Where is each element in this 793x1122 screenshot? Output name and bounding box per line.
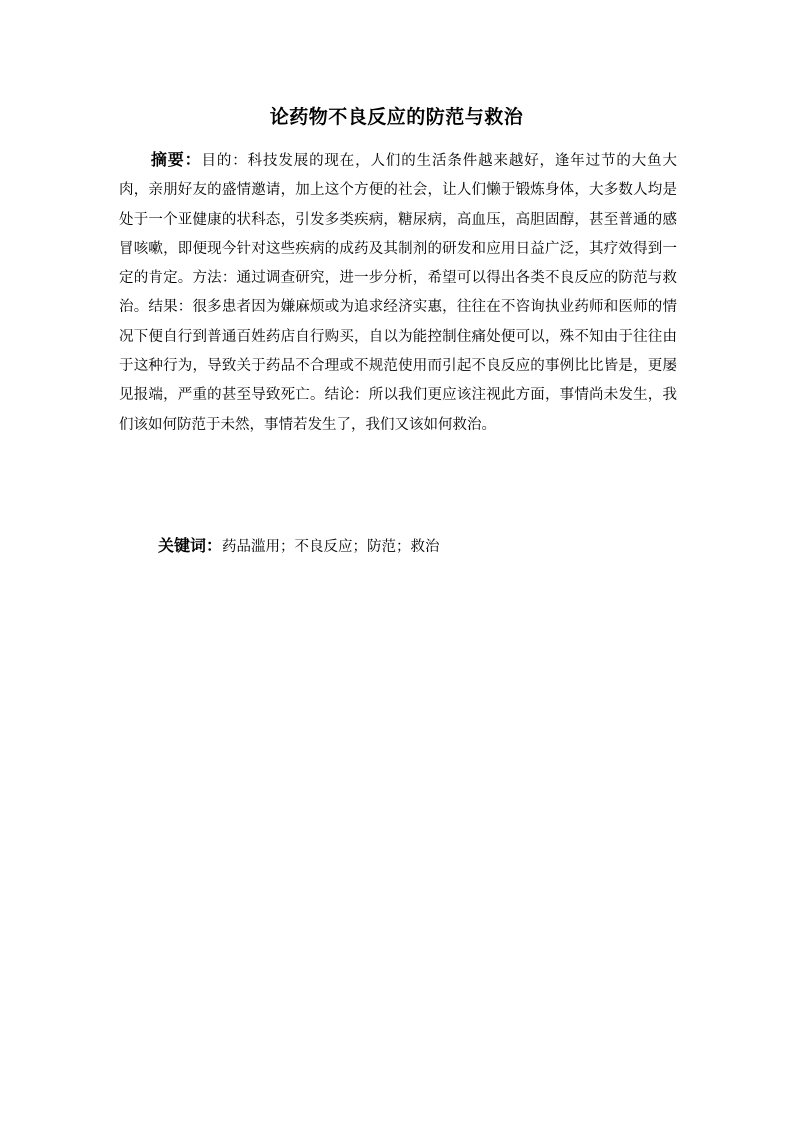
abstract-label: 摘要： <box>150 150 202 169</box>
keywords-text: 药品滥用；不良反应；防范；救治 <box>222 539 440 555</box>
document-title: 论药物不良反应的防范与救治 <box>269 106 524 128</box>
abstract-paragraph <box>119 145 677 440</box>
keywords-paragraph <box>158 531 678 562</box>
abstract-text: 目的：科技发展的现在，人们的生活条件越来越好，逢年过节的大鱼大肉，亲朋好友的盛情邀请，加上这个方便的社会，让人们懒于锻炼身体，大多数人均是处于一个亚健康的状科态，引发多类疾病，糖尿病，高血压，高胆固醇，甚至普通的感冒咳嗽，即便现今针对这些疾病的成药及其制剂的研发和应用日益广泛，其疗效得到一定的肯定。方法：通过调查研究，进一步分析，希望可以得出各类不良反应的防范与救治。结果：很多患者因为嫌麻烦或为追求经济实惠，往往在不咨询执业药师和医师的情况下便自行到普通百姓药店自行购买，自以为能控制住痛处便可以，殊不知由于往往由于这种行为，导致关于药品不合理或不规范使用而引起不良反应的事例比比皆是，更屡见报端，严重的甚至导致死亡。结论：所以我们更应该注视此方面，事情尚未发生，我们该如何防范于未然，事情若发生了，我们又该如何救治。 <box>119 153 677 433</box>
keywords-label: 关键词： <box>158 536 223 555</box>
